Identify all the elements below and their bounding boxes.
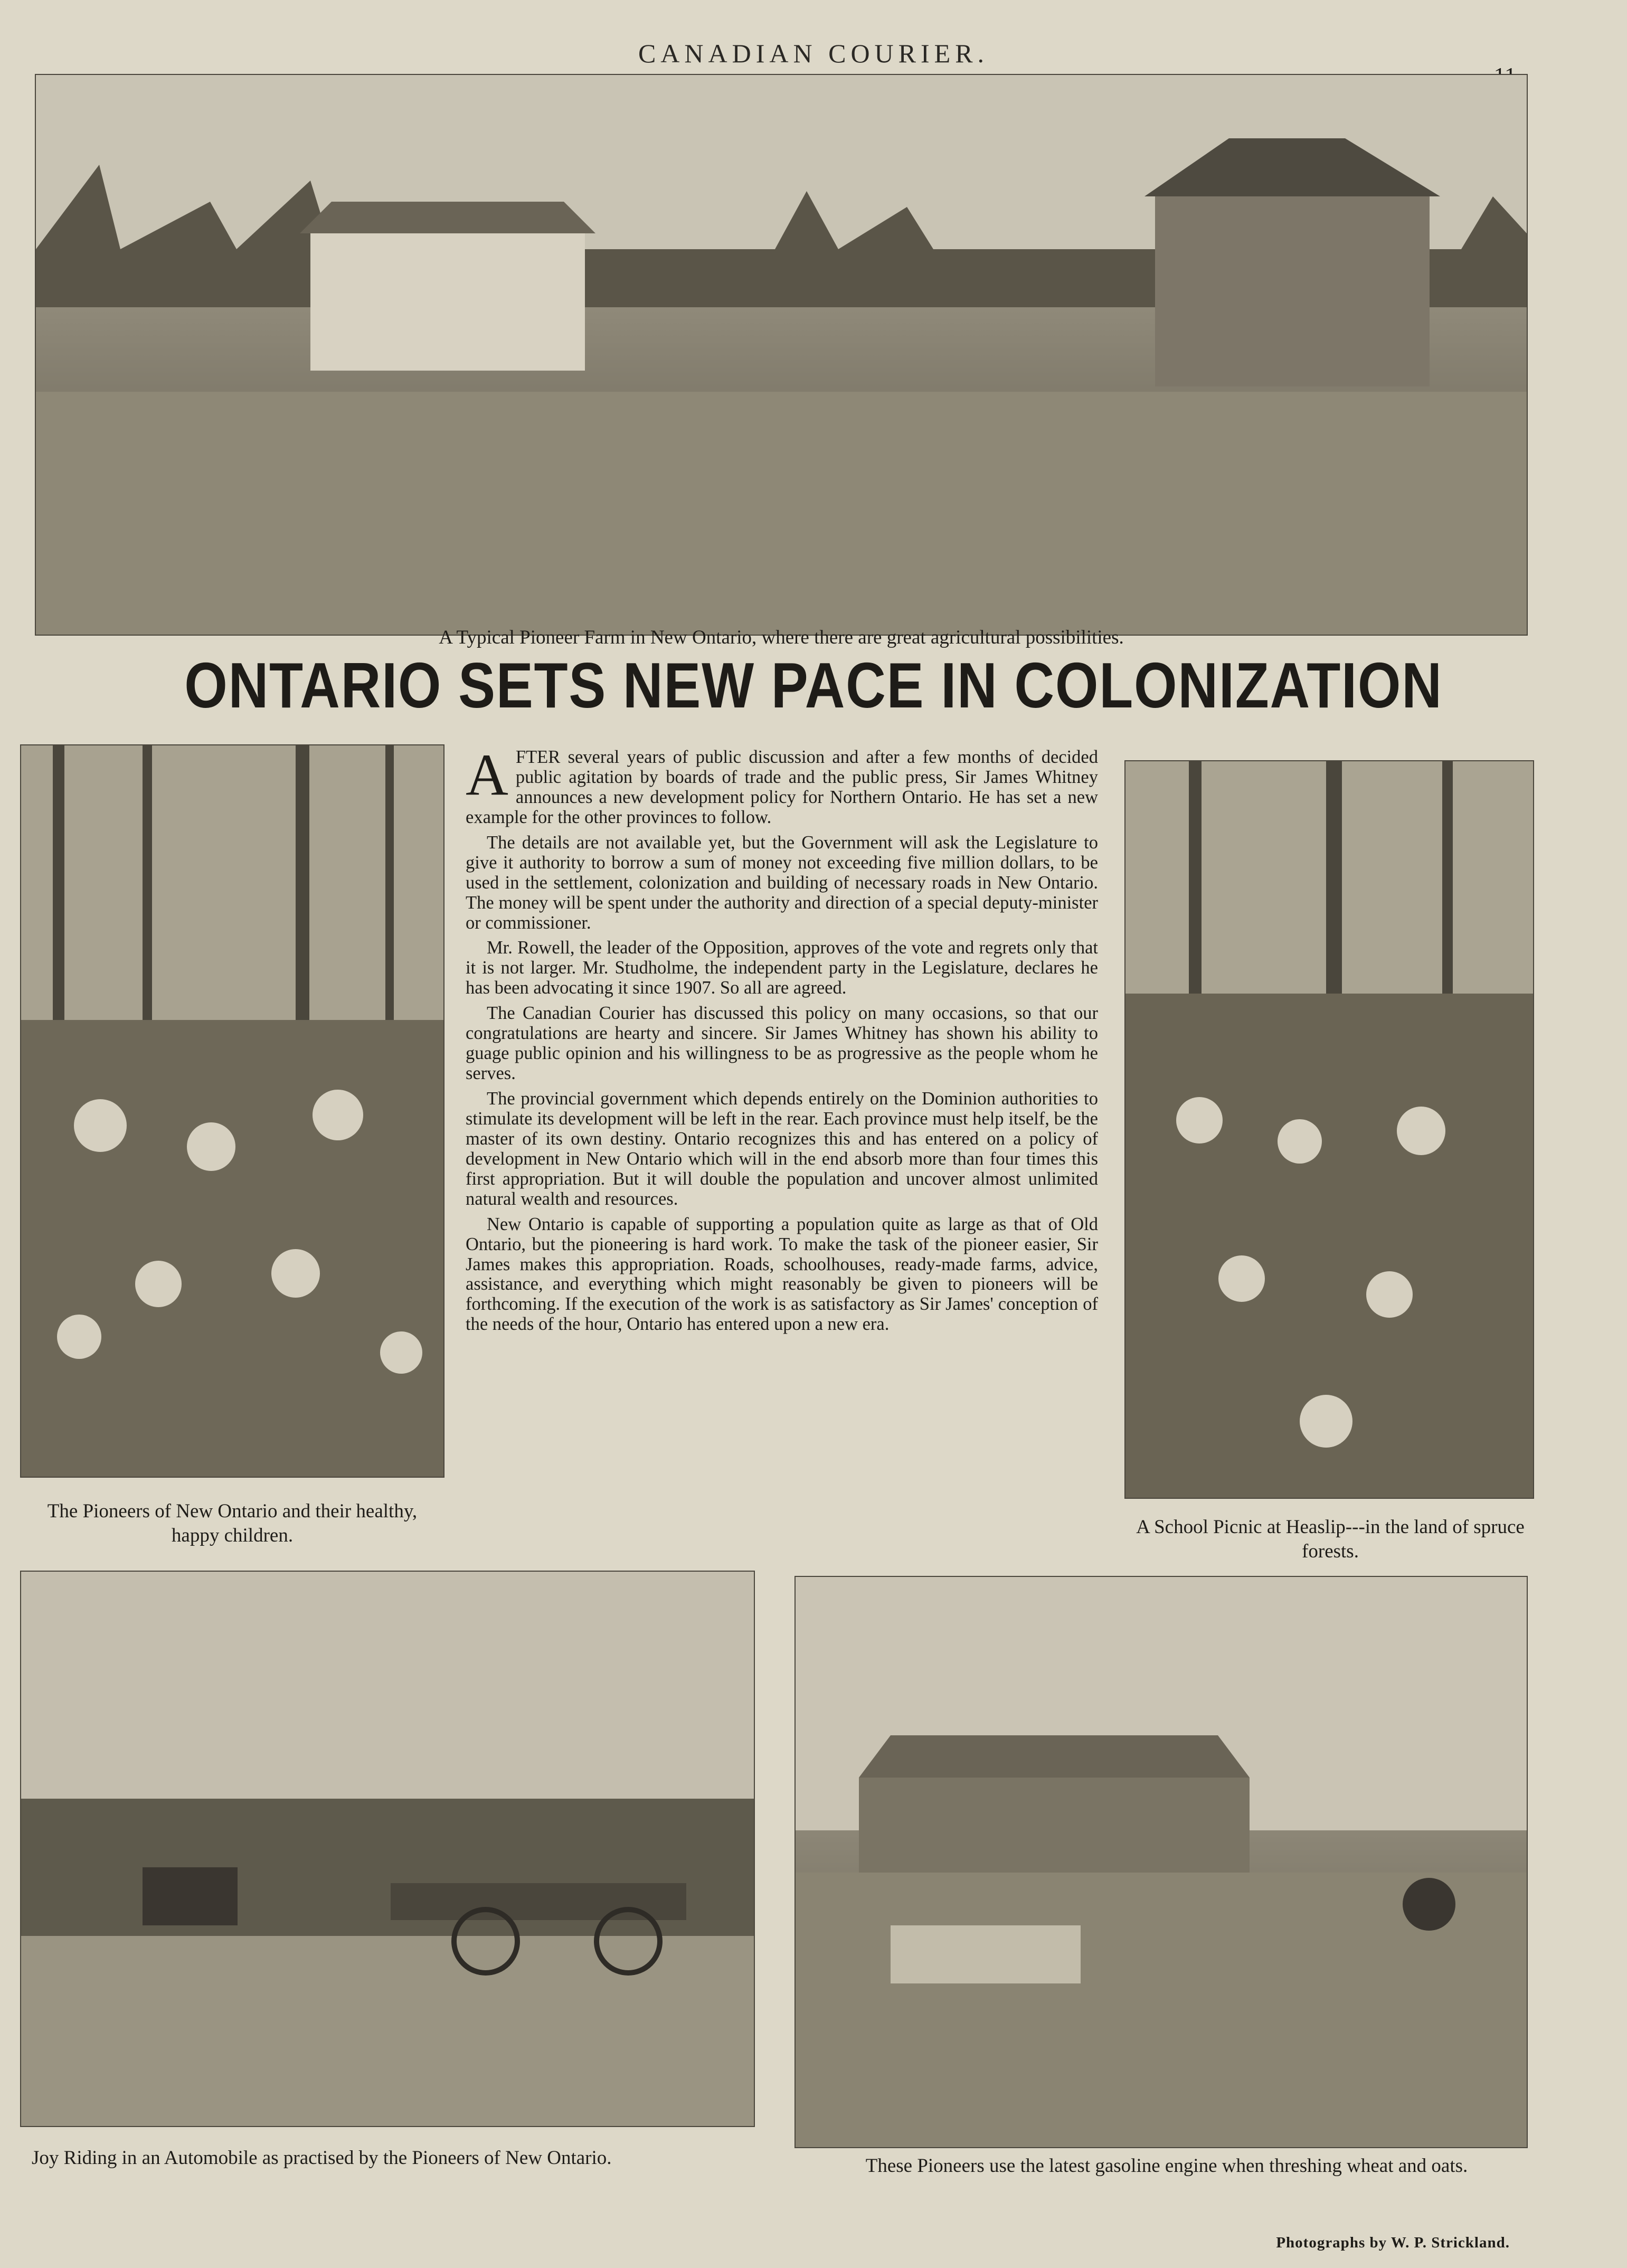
drop-cap: A (466, 742, 508, 808)
article-paragraph-3: Mr. Rowell, the leader of the Opposition, approves of the vote and regrets only that it is not larger. Mr. Studholme, the independent party in the Legislature, declares he has been advocating it since 1907. So all are agreed. (466, 938, 1098, 998)
article-paragraph-2: The details are not available yet, but the Government will ask the Legislature to give it authority to borrow a sum of money not exceeding five million dollars, to be used in the settlement, colonization and building of necessary roads in New Ontario. The money will be spent under the authority and direction of a special deputy-minister or commissioner. (466, 832, 1098, 933)
running-header: CANADIAN COURIER. (638, 39, 989, 68)
article-paragraph-5: The provincial government which depends entirely on the Dominion authorities to stimulate its development will be left in the rear. Each province must help itself, be the master of its own destiny. Ontario recognizes this and has entered on a policy of development in New Ontario which will in the end absorb more than four times this first appropriation. But it will double the population and uncover almost unlimited natural wealth and resources. (466, 1089, 1098, 1209)
children-caption: The Pioneers of New Ontario and their healthy, happy children. (47, 1500, 418, 1547)
page-headline: ONTARIO SETS NEW PACE IN COLONIZATION (184, 649, 1443, 721)
article-body (466, 742, 1098, 1340)
joyride-photo (20, 1571, 755, 2127)
children-photo (20, 744, 444, 1478)
photo-credit: Photographs by W. P. Strickland. (1276, 2234, 1510, 2251)
farm-photo (35, 74, 1528, 636)
picnic-caption: A School Picnic at Heaslip---in the land of spruce forests. (1136, 1516, 1525, 1563)
article-paragraph-1: AFTER several years of public discussion and after a few months of decided public agitation by boards of trade and the public press, Sir James Whitney announces a new development policy for Northern Ontario. He has set a new example for the other provinces to follow. (466, 742, 1098, 827)
threshing-photo (794, 1576, 1528, 2148)
article-paragraph-6: New Ontario is capable of supporting a population quite as large as that of Old Ontario, but the pioneering is hard work. To make the task of the pioneer easier, Sir James makes this appropriation. Roads, schoolhouses, ready-made farms, advice, assistance, and everything which might reasonably be given to pioneers will be forthcoming. If the execution of the work is as satisfactory as Sir James' conception of the needs of the hour, Ontario has entered upon a new era. (466, 1214, 1098, 1335)
article-paragraph-4: The Canadian Courier has discussed this policy on many occasions, so that our congratulations are hearty and sincere. Sir James Whitney has shown his ability to guage public opinion and his willingness to be as progressive as the people whom he serves. (466, 1003, 1098, 1084)
picnic-photo (1124, 760, 1534, 1499)
farm-caption: A Typical Pioneer Farm in New Ontario, where there are great agricultural possibilities. (439, 627, 1124, 648)
threshing-caption: These Pioneers use the latest gasoline engine when threshing wheat and oats. (865, 2155, 1468, 2177)
joyride-caption: Joy Riding in an Automobile as practised by the Pioneers of New Ontario. (32, 2147, 612, 2169)
